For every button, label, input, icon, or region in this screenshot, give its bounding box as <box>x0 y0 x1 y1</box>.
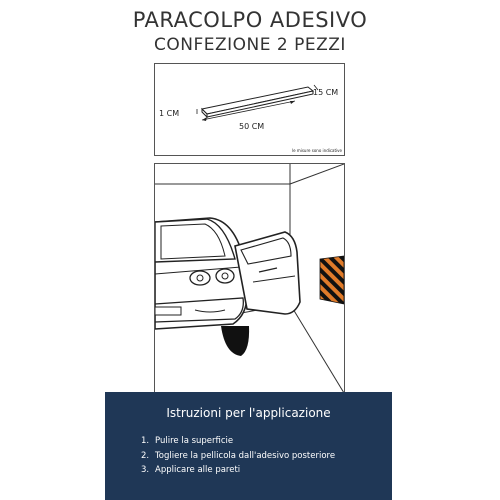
length-label: 50 CM <box>239 122 265 131</box>
dimensions-panel <box>154 63 345 156</box>
instruction-step: 3. Applicare alle pareti <box>141 465 241 475</box>
instructions-panel <box>105 392 392 500</box>
instructions-title: Istruzioni per l'applicazione <box>166 406 331 420</box>
product-title: PARACOLPO ADESIVO <box>132 8 368 32</box>
instruction-step: 2. Togliere la pellicola dall'adesivo posteriore <box>141 450 336 461</box>
measurement-note: le misure sono indicative <box>292 148 342 153</box>
instructions-list <box>141 434 335 478</box>
application-scene <box>154 163 345 394</box>
garage-car-illustration <box>155 164 344 393</box>
bumper-stripe <box>320 256 344 304</box>
bumper-strip-drawing <box>155 64 344 155</box>
thickness-label: 1 CM <box>159 109 180 118</box>
product-subtitle: CONFEZIONE 2 PEZZI <box>154 35 346 55</box>
instruction-step: 1. Pulire la superficie <box>141 436 234 446</box>
width-label: 15 CM <box>313 88 339 97</box>
